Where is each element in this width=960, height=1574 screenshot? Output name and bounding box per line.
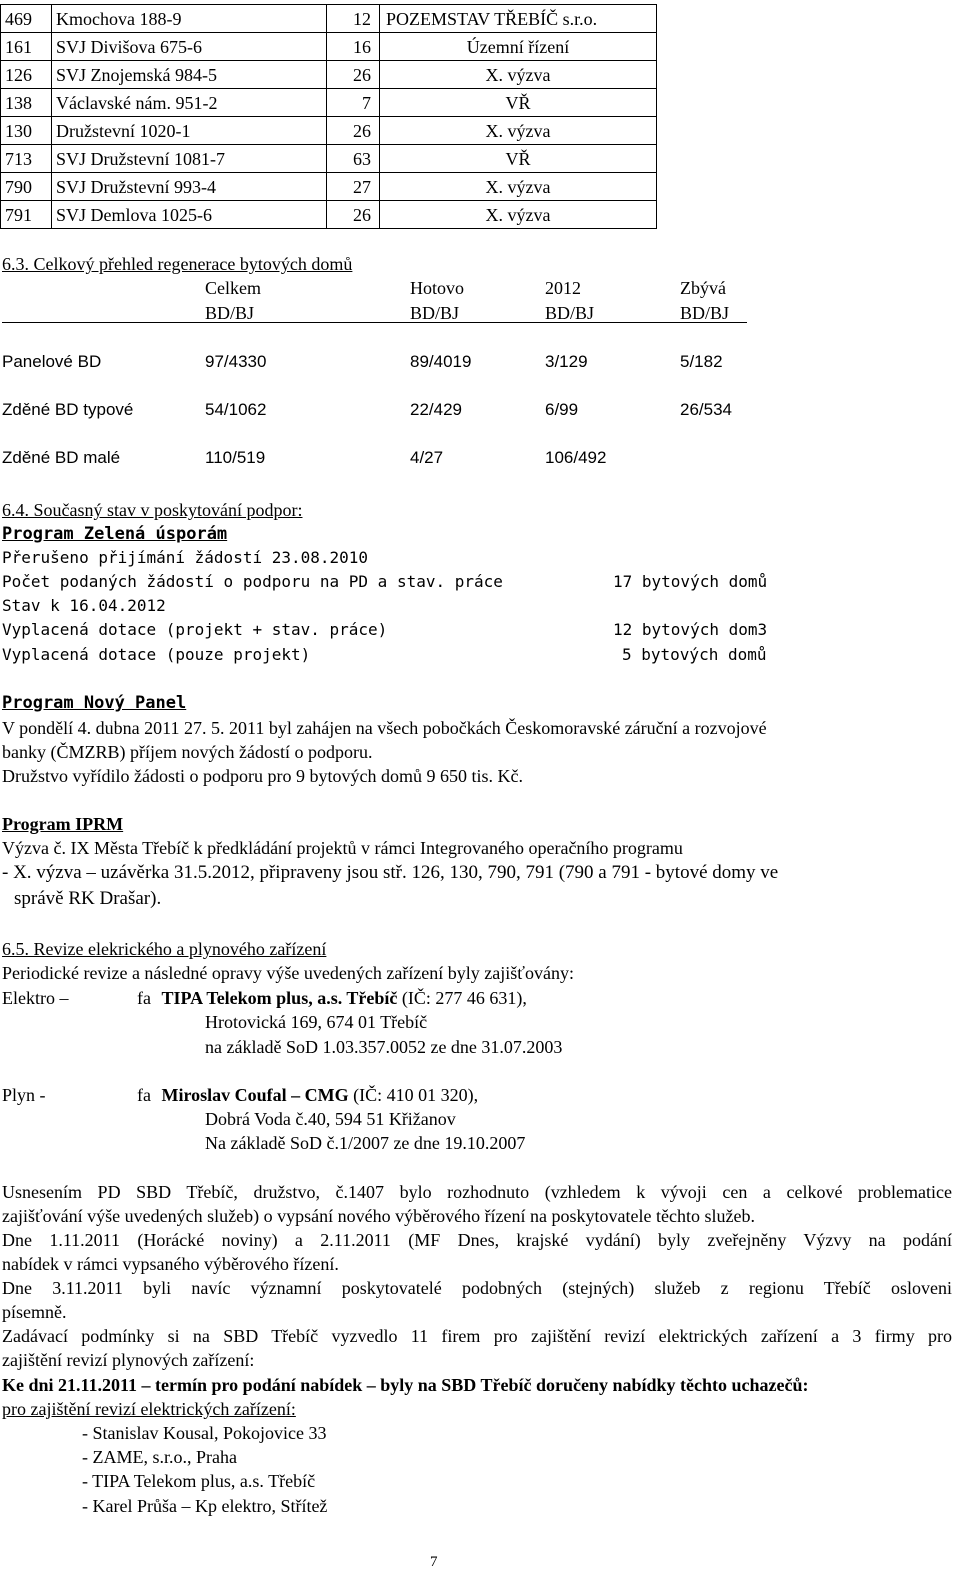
paragraph-elektro-revize: pro zajištění revizí elektrických zařízení: — [2, 1399, 296, 1419]
paragraph-nabidky: Ke dni 21.11.2011 – termín pro podání nabídek – byly na SBD Třebíč doručeny nabídky těchto uchazečů: — [2, 1375, 809, 1395]
elektro-label: Elektro – — [2, 988, 69, 1008]
program-iprm-title: Program IPRM — [2, 814, 124, 834]
status-cell: Územní řízení — [380, 33, 657, 61]
zu-line-3: Stav k 16.04.2012 — [2, 596, 166, 615]
units-cell: 16 — [327, 33, 380, 61]
row-value: 97/4330 — [205, 352, 267, 371]
np-line-2: banky (ČMZRB) příjem nových žádostí o podporu. — [2, 742, 373, 762]
address-cell: SVJ Družstevní 1081-7 — [52, 145, 327, 173]
project-id-cell: 126 — [1, 61, 52, 89]
projects-table — [0, 4, 657, 229]
col-header-hotovo: Hotovo — [410, 278, 464, 298]
row-value: 110/519 — [205, 448, 266, 467]
table-row — [1, 89, 657, 117]
section-6-5-heading — [2, 937, 326, 961]
paragraph-zverejneni — [2, 1228, 952, 1276]
program-novy-panel-title: Program Nový Panel — [2, 693, 187, 713]
address-cell: SVJ Divišova 675-6 — [52, 33, 327, 61]
paragraph-usneseni — [2, 1180, 952, 1228]
status-cell: X. výzva — [380, 117, 657, 145]
address-cell: SVJ Demlova 1025-6 — [52, 201, 327, 229]
zu-line-2-label: Počet podaných žádostí o podporu na PD a stav. práce — [2, 572, 503, 591]
address-cell: Václavské nám. 951-2 — [52, 89, 327, 117]
row-value: 5/182 — [680, 352, 723, 371]
row-value: 106/492 — [545, 448, 607, 467]
units-cell: 7 — [327, 89, 380, 117]
table-row — [1, 145, 657, 173]
table-row — [1, 61, 657, 89]
table-row — [1, 5, 657, 33]
row-value: 26/534 — [680, 400, 732, 419]
status-cell: X. výzva — [380, 61, 657, 89]
table-row — [1, 201, 657, 229]
status-cell: POZEMSTAV TŘEBÍČ s.r.o. — [380, 5, 657, 33]
zu-line-5-value: 5 bytových domů — [622, 645, 767, 664]
project-id-cell: 790 — [1, 173, 52, 201]
elektro-sod: na základě SoD 1.03.357.0052 ze dne 31.07.2003 — [205, 1037, 563, 1057]
zu-line-4-label: Vyplacená dotace (projekt + stav. práce) — [2, 620, 388, 639]
col-unit-3: BD/BJ — [545, 303, 595, 323]
bidder-item: - Karel Průša – Kp elektro, Střítež — [82, 1496, 328, 1516]
para-line: Usnesením PD SBD Třebíč, družstvo, č.1407 bylo rozhodnuto (vzhledem k vývoji cen a celkové problematice — [2, 1182, 952, 1202]
zu-line-4-value: 12 bytových dom3 — [613, 620, 768, 639]
col-unit-1: BD/BJ — [205, 303, 255, 323]
status-cell: VŘ — [380, 145, 657, 173]
row-value: 54/1062 — [205, 400, 267, 419]
units-cell: 26 — [327, 201, 380, 229]
row-value: 89/4019 — [410, 352, 472, 371]
plyn-sod: Na základě SoD č.1/2007 ze dne 19.10.2007 — [205, 1133, 526, 1153]
col-header-2012: 2012 — [545, 278, 581, 298]
para-line: písemně. — [2, 1302, 67, 1322]
heading-text: 6.4. Současný stav v poskytování podpor: — [2, 500, 303, 520]
elektro-line — [137, 986, 527, 1010]
zu-line-1: Přerušeno přijímání žádostí 23.08.2010 — [2, 548, 369, 567]
address-cell: Kmochova 188-9 — [52, 5, 327, 33]
np-line-3: Družstvo vyřídilo žádosti o podporu pro 9 bytových domů 9 650 tis. Kč. — [2, 766, 523, 786]
iprm-line-1: Výzva č. IX Města Třebíč k předkládání projektů v rámci Integrovaného operačního programu — [2, 838, 683, 858]
elektro-address: Hrotovická 169, 674 01 Třebíč — [205, 1012, 428, 1032]
zu-line-2-value: 17 bytových domů — [613, 572, 768, 591]
fa-label: fa — [137, 1085, 151, 1105]
col-header-celkem: Celkem — [205, 278, 261, 298]
iprm-line-2: - X. výzva – uzávěrka 31.5.2012, připraveny jsou stř. 126, 130, 790, 791 (790 a 791 - bytové domy ve — [2, 862, 779, 883]
fa-label: fa — [137, 988, 151, 1008]
project-id-cell: 469 — [1, 5, 52, 33]
para-line: zajištění revizí plynových zařízení: — [2, 1350, 255, 1370]
row-value: 22/429 — [410, 400, 462, 419]
plyn-label: Plyn - — [2, 1085, 46, 1105]
table-row — [1, 117, 657, 145]
address-cell: SVJ Znojemská 984-5 — [52, 61, 327, 89]
row-value: 3/129 — [545, 352, 588, 371]
bidder-item: - Stanislav Kousal, Pokojovice 33 — [82, 1423, 327, 1443]
table-row — [1, 173, 657, 201]
project-id-cell: 130 — [1, 117, 52, 145]
row-value: 6/99 — [545, 400, 579, 419]
paragraph-zadavaci — [2, 1324, 952, 1372]
plyn-company: Miroslav Coufal – CMG — [161, 1085, 349, 1105]
row-label: Zděné BD typové — [2, 400, 134, 419]
revize-intro: Periodické revize a následné opravy výše uvedených zařízení byly zajišťovány: — [2, 963, 574, 983]
heading-text: 6.5. Revize elekrického a plynového zařízení — [2, 939, 327, 959]
units-cell: 12 — [327, 5, 380, 33]
status-cell: VŘ — [380, 89, 657, 117]
units-cell: 26 — [327, 117, 380, 145]
plyn-line — [137, 1083, 478, 1107]
iprm-line-3: správě RK Drašar). — [14, 888, 162, 909]
bidder-item: - TIPA Telekom plus, a.s. Třebíč — [82, 1471, 316, 1491]
row-label: Panelové BD — [2, 352, 102, 371]
project-id-cell: 138 — [1, 89, 52, 117]
para-line: nabídek v rámci vypsaného výběrového řízení. — [2, 1254, 339, 1274]
header-rule — [2, 322, 747, 323]
project-id-cell: 161 — [1, 33, 52, 61]
status-cell: X. výzva — [380, 201, 657, 229]
units-cell: 26 — [327, 61, 380, 89]
status-cell: X. výzva — [380, 173, 657, 201]
units-cell: 63 — [327, 145, 380, 173]
col-unit-2: BD/BJ — [410, 303, 460, 323]
paragraph-osloveni — [2, 1276, 952, 1324]
bidder-item: - ZAME, s.r.o., Praha — [82, 1447, 237, 1467]
section-6-4-heading — [2, 498, 302, 522]
plyn-address: Dobrá Voda č.40, 594 51 Křižanov — [205, 1109, 456, 1129]
heading-text: 6.3. Celkový přehled regenerace bytových domů — [2, 254, 353, 274]
project-id-cell: 713 — [1, 145, 52, 173]
para-line: Dne 1.11.2011 (Horácké noviny) a 2.11.2011 (MF Dnes, krajské vydání) byly zveřejněny Výzvy na podání — [2, 1230, 952, 1250]
np-line-1: V pondělí 4. dubna 2011 27. 5. 2011 byl zahájen na všech pobočkách Českomoravské záruční a rozvojové — [2, 718, 767, 738]
plyn-ic: (IČ: 410 01 320), — [353, 1085, 479, 1105]
address-cell: SVJ Družstevní 993-4 — [52, 173, 327, 201]
section-6-3-heading — [2, 252, 352, 276]
row-value: 4/27 — [410, 448, 444, 467]
para-line: Zadávací podmínky si na SBD Třebíč vyzvedlo 11 firem pro zajištění revizí elektrických zařízení a 3 firmy pro — [2, 1326, 952, 1346]
elektro-ic: (IČ: 277 46 631), — [401, 988, 527, 1008]
col-header-zbyva: Zbývá — [680, 278, 726, 298]
address-cell: Družstevní 1020-1 — [52, 117, 327, 145]
project-id-cell: 791 — [1, 201, 52, 229]
table-row — [1, 33, 657, 61]
units-cell: 27 — [327, 173, 380, 201]
col-unit-4: BD/BJ — [680, 303, 730, 323]
row-label: Zděné BD malé — [2, 448, 121, 467]
para-line: Dne 3.11.2011 byli navíc významní poskytovatelé podobných (stejných) služeb z regionu Třebíč osloveni — [2, 1278, 952, 1298]
para-line: zajišťování výše uvedených služeb) o vypsání nového výběrového řízení na poskytovatele těchto služeb. — [2, 1206, 755, 1226]
elektro-company: TIPA Telekom plus, a.s. Třebíč — [161, 988, 398, 1008]
page-number: 7 — [430, 1554, 438, 1570]
program-zelena-usporam-title: Program Zelená úsporám — [2, 524, 228, 544]
zu-line-5-label: Vyplacená dotace (pouze projekt) — [2, 645, 311, 664]
